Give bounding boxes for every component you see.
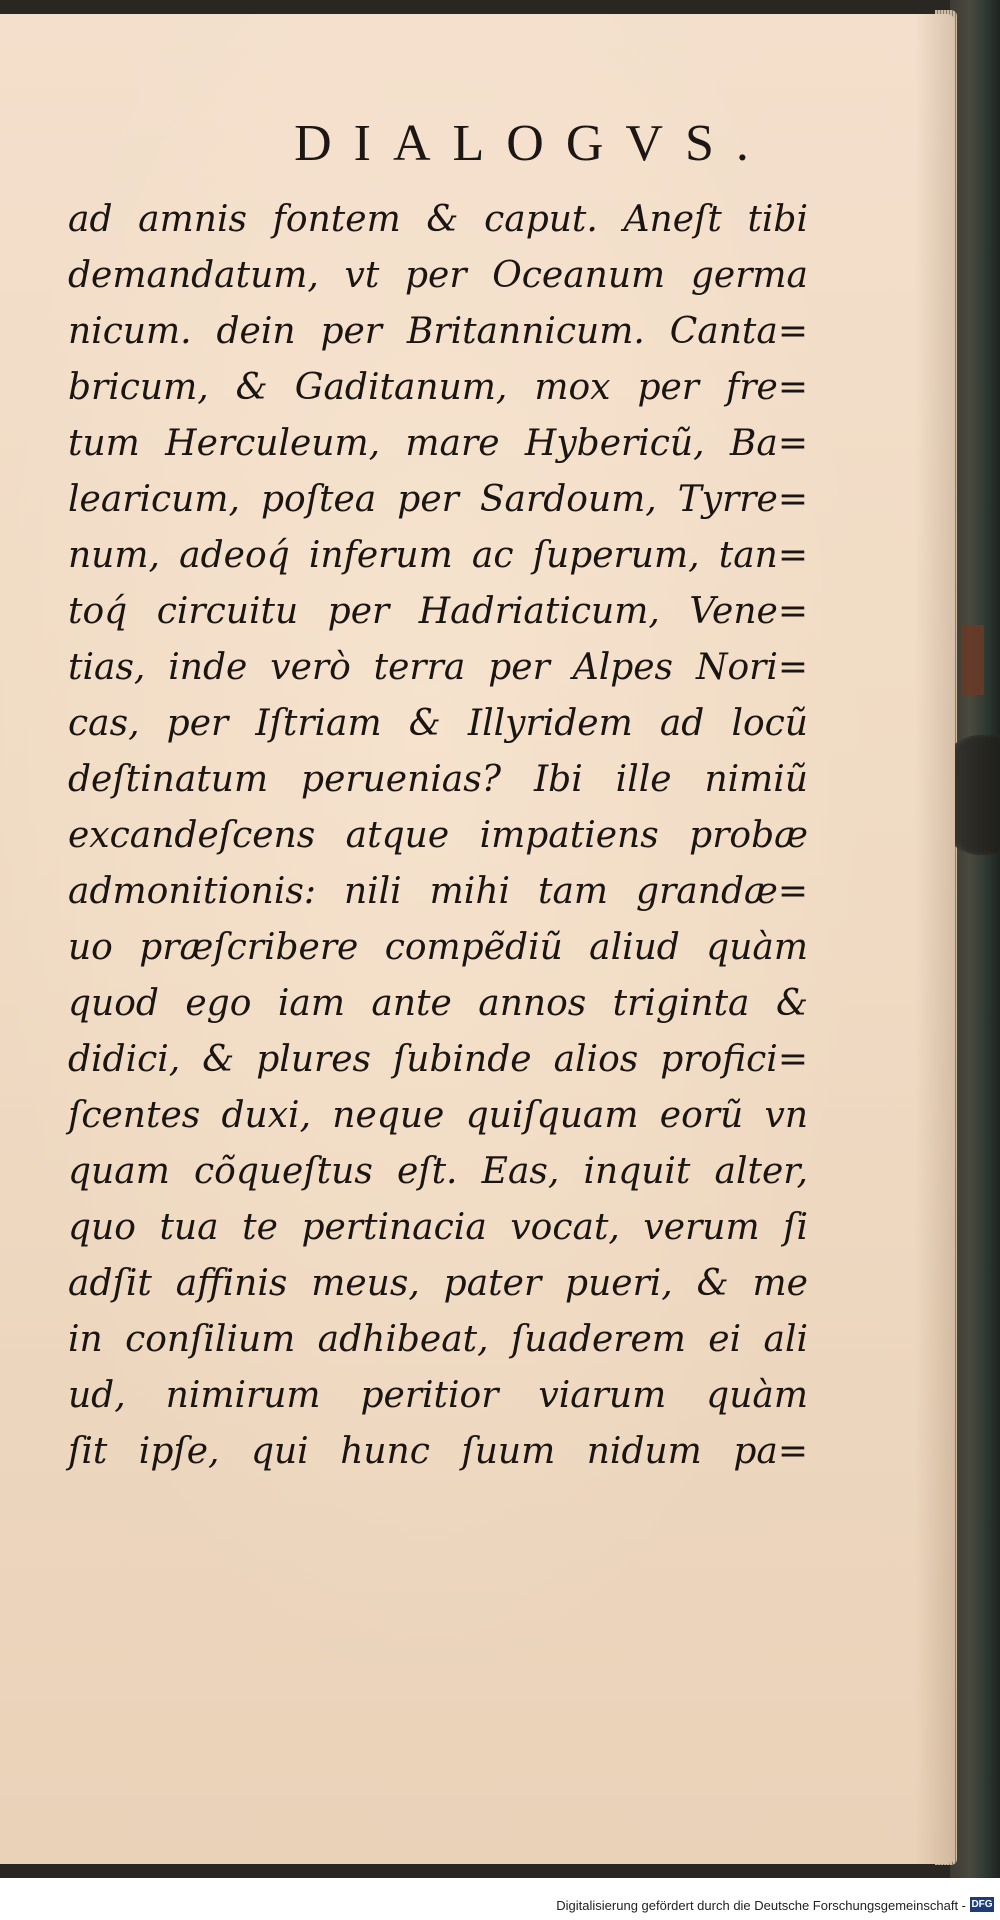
text-line: tias, inde verò terra per Alpes Nori= bbox=[68, 647, 808, 688]
text-line: quam cõqueſtus eſt. Eas, inquit alter, bbox=[68, 1151, 808, 1192]
text-line: ud, nimirum peritior viarum quàm bbox=[68, 1375, 808, 1416]
text-line: didici, & plures ſubinde alios profici= bbox=[68, 1039, 808, 1080]
book-binding bbox=[950, 0, 1000, 1880]
text-line: uo præſcribere compẽdiũ aliud quàm bbox=[68, 927, 808, 968]
text-line: adſit affinis meus, pater pueri, & me bbox=[68, 1263, 808, 1304]
text-line: num, adeoq́ inferum ac ſuperum, tan= bbox=[68, 535, 808, 576]
text-line: tum Herculeum, mare Hybericũ, Ba= bbox=[68, 423, 808, 464]
text-line: quod ego iam ante annos triginta & bbox=[68, 983, 808, 1024]
text-line: ſit ipſe, qui hunc ſuum nidum pa= bbox=[68, 1431, 808, 1472]
digitization-note: Digitalisierung gefördert durch die Deutsche Forschungsgemeinschaft - bbox=[556, 1898, 966, 1913]
rust-stain bbox=[962, 625, 984, 695]
text-line: cas, per Iſtriam & Illyridem ad locũ bbox=[68, 703, 808, 744]
text-line: demandatum, vt per Oceanum germa bbox=[68, 255, 808, 296]
book-page bbox=[0, 14, 955, 1864]
text-line: deſtinatum peruenias? Ibi ille nimiũ bbox=[68, 759, 808, 800]
text-line: nicum. dein per Britannicum. Canta= bbox=[68, 311, 808, 352]
text-line: toq́ circuitu per Hadriaticum, Vene= bbox=[68, 591, 808, 632]
text-block bbox=[68, 192, 808, 1480]
text-line: ad amnis fontem & caput. Aneſt tibi bbox=[68, 199, 808, 240]
text-line: learicum, poſtea per Sardoum, Tyrre= bbox=[68, 479, 808, 520]
text-line: quo tua te pertinacia vocat, verum ſi bbox=[68, 1207, 808, 1248]
text-line: admonitionis: nili mihi tam grandæ= bbox=[68, 871, 808, 912]
running-head: DIALOGVS. bbox=[294, 115, 771, 172]
text-line: in conſilium adhibeat, ſuaderem ei ali bbox=[68, 1319, 808, 1360]
text-line: ſcentes duxi, neque quiſquam eorũ vn bbox=[68, 1095, 808, 1136]
text-line: bricum, & Gaditanum, mox per fre= bbox=[68, 367, 808, 408]
dfg-logo: DFG bbox=[971, 1899, 993, 1910]
text-line: excandeſcens atque impatiens probæ bbox=[68, 815, 808, 856]
